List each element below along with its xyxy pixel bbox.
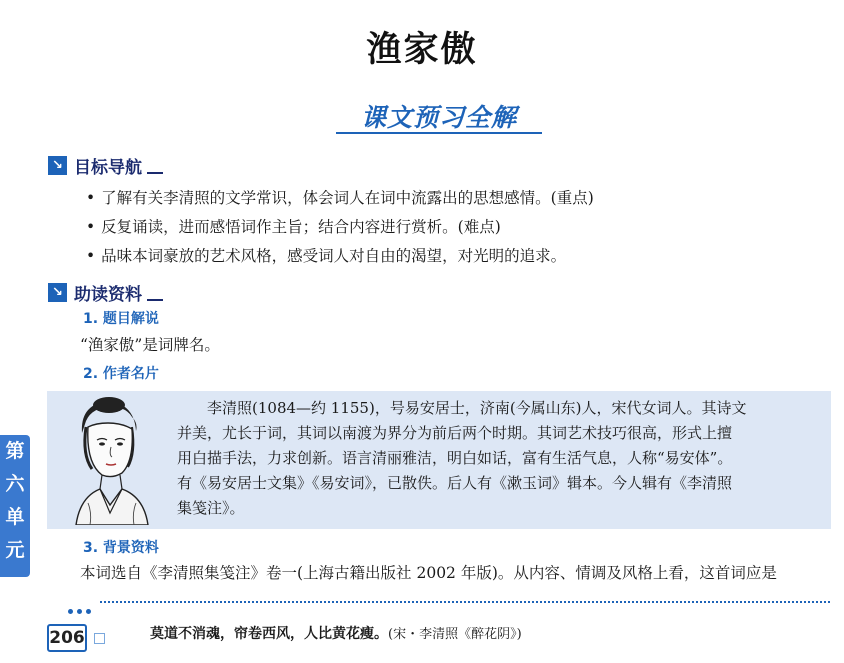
subtitle-underline [336,132,542,134]
section-reading-label: 助读资料 [74,284,142,305]
author-bio-line: 集笺注》。 [177,499,245,517]
footer-divider [100,601,830,603]
unit-tab-char: 元 [5,539,25,561]
author-bio [177,396,825,521]
unit-side-tab [0,435,30,577]
author-bio-line: 并美，尤长于词，其词以南渡为界分为前后两个时期。其词艺术技巧很高，形式上擅 [177,424,733,442]
subtitle: 课文预习全解 [360,103,517,132]
author-bio-line: 用白描手法，力求创新。语言清丽雅洁，明白如话，富有生活气息，人称“易安体”。 [177,449,733,467]
quote-text: 莫道不消魂，帘卷西风，人比黄花瘦。 [150,626,388,642]
author-portrait [52,393,164,525]
bullet-dot: • [86,218,96,236]
subheading-title-explanation: 1. 题目解说 [83,311,159,327]
subheading-background: 3. 背景资料 [83,540,159,556]
quote-source: (宋・李清照《醉花阴》) [388,627,522,642]
subtitle-block [336,98,542,134]
page-number: 206 [47,624,87,652]
goal-item: • 品味本词豪放的艺术风格，感受词人对自由的渴望，对光明的追求。 [86,247,567,265]
author-bio-line: 李清照(1084—约 1155)，号易安居士，济南(今属山东)人，宋代女词人。其诗文 [207,399,747,417]
page-title: 渔家傲 [366,30,478,70]
section-underline [147,299,163,301]
goal-item: • 了解有关李清照的文学常识，体会词人在词中流露出的思想感情。(重点) [86,189,594,207]
unit-tab-char: 单 [5,506,25,528]
bullet-dot: • [86,189,96,207]
section-underline [147,172,163,174]
subheading-author-card: 2. 作者名片 [83,366,159,382]
author-bio-line: 有《易安居士文集》《易安词》，已散佚。后人有《漱玉词》辑本。今人辑有《李清照 [177,474,733,492]
unit-tab-char: 六 [5,473,25,495]
section-goals-header [48,153,163,177]
square-icon [94,633,105,644]
arrow-icon: ↘ [48,283,67,302]
section-goals-label: 目标导航 [74,157,142,178]
arrow-icon: ↘ [48,156,67,175]
bullet-dot: • [86,247,96,265]
background-text: 本词选自《李清照集笺注》卷一(上海古籍出版社 2002 年版)。从内容、情调及风格上看，这首词应是 [80,564,777,582]
section-reading-header [48,280,163,304]
goal-item: • 反复诵读，进而感悟词作主旨；结合内容进行赏析。(难点) [86,218,501,236]
footer-dots [68,599,95,618]
footer-quote [150,623,522,643]
unit-tab-char: 第 [5,440,25,462]
title-explanation-text: “渔家傲”是词牌名。 [80,336,220,354]
